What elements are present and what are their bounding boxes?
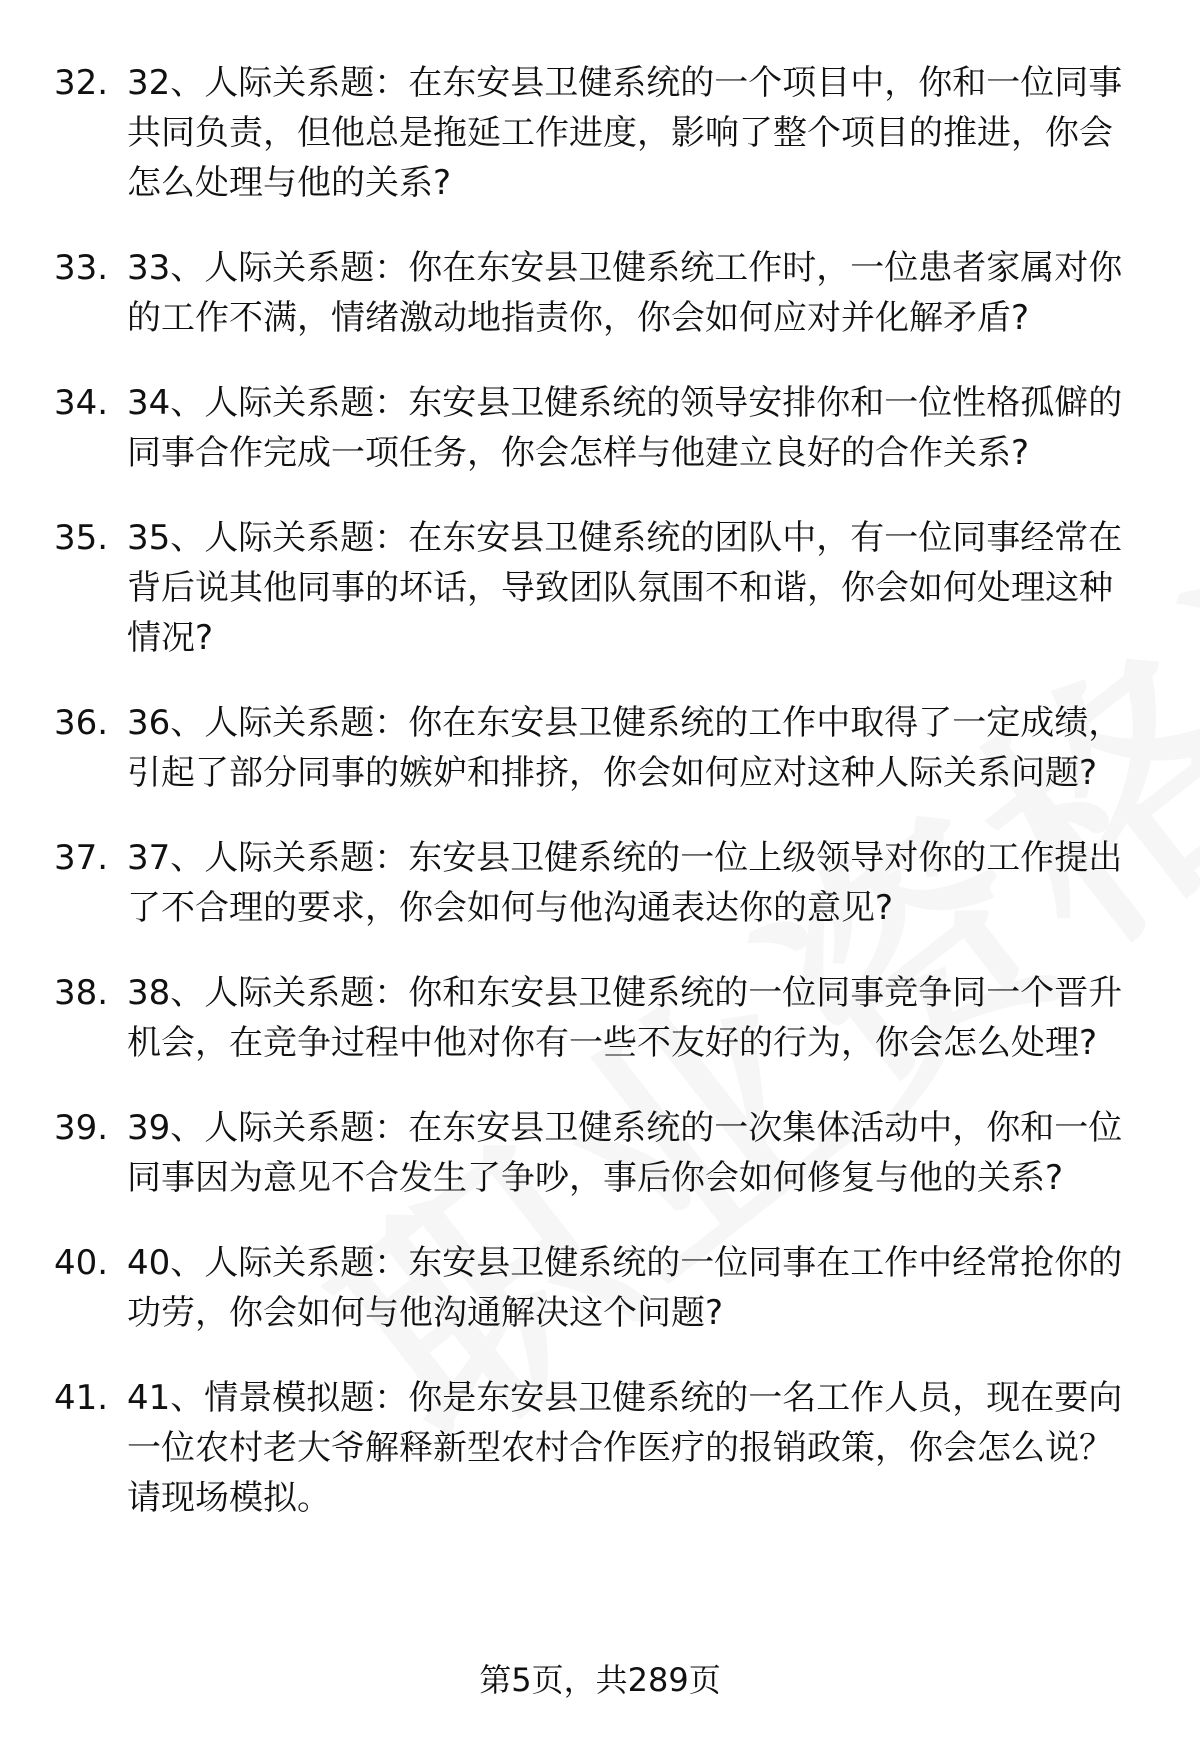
question-item-38 bbox=[0, 968, 1200, 1068]
question-number: 41. bbox=[54, 1378, 109, 1418]
question-item-37 bbox=[0, 833, 1200, 933]
question-text: 34、人际关系题：东安县卫健系统的领导安排你和一位性格孤僻的同事合作完成一项任务，你会怎样与他建立良好的合作关系? bbox=[127, 383, 1123, 473]
question-number: 35. bbox=[54, 518, 109, 558]
question-number: 40. bbox=[54, 1243, 109, 1283]
question-item-41 bbox=[0, 1373, 1200, 1523]
question-text: 38、人际关系题：你和东安县卫健系统的一位同事竞争同一个晋升机会，在竞争过程中他对你有一些不友好的行为，你会怎么处理? bbox=[127, 973, 1123, 1063]
question-item-32 bbox=[0, 58, 1200, 208]
question-text: 39、人际关系题：在东安县卫健系统的一次集体活动中，你和一位同事因为意见不合发生了争吵，事后你会如何修复与他的关系? bbox=[127, 1108, 1123, 1198]
question-number: 36. bbox=[54, 703, 109, 743]
question-text: 35、人际关系题：在东安县卫健系统的团队中，有一位同事经常在背后说其他同事的坏话，导致团队氛围不和谐，你会如何处理这种情况? bbox=[127, 518, 1123, 658]
question-item-39 bbox=[0, 1103, 1200, 1203]
question-text: 41、情景模拟题：你是东安县卫健系统的一名工作人员，现在要向一位农村老大爷解释新型农村合作医疗的报销政策，你会怎么说？请现场模拟。 bbox=[127, 1378, 1123, 1518]
question-text: 36、人际关系题：你在东安县卫健系统的工作中取得了一定成绩，引起了部分同事的嫉妒和排挤，你会如何应对这种人际关系问题? bbox=[127, 703, 1123, 793]
question-number: 38. bbox=[54, 973, 109, 1013]
question-item-34 bbox=[0, 378, 1200, 478]
question-item-35 bbox=[0, 513, 1200, 663]
question-number: 34. bbox=[54, 383, 109, 423]
question-text: 40、人际关系题：东安县卫健系统的一位同事在工作中经常抢你的功劳，你会如何与他沟通解决这个问题? bbox=[127, 1243, 1123, 1333]
question-item-36 bbox=[0, 698, 1200, 798]
question-item-40 bbox=[0, 1238, 1200, 1338]
question-text: 33、人际关系题：你在东安县卫健系统工作时，一位患者家属对你的工作不满，情绪激动地指责你，你会如何应对并化解矛盾? bbox=[127, 248, 1123, 338]
question-text: 32、人际关系题：在东安县卫健系统的一个项目中，你和一位同事共同负责，但他总是拖延工作进度，影响了整个项目的推进，你会怎么处理与他的关系? bbox=[127, 63, 1123, 203]
question-number: 39. bbox=[54, 1108, 109, 1148]
question-number: 37. bbox=[54, 838, 109, 878]
page-footer: 第5页，共289页 bbox=[479, 1661, 721, 1699]
question-number: 33. bbox=[54, 248, 109, 288]
question-item-33 bbox=[0, 243, 1200, 343]
question-text: 37、人际关系题：东安县卫健系统的一位上级领导对你的工作提出了不合理的要求，你会如何与他沟通表达你的意见? bbox=[127, 838, 1123, 928]
question-list bbox=[0, 58, 1200, 1558]
question-number: 32. bbox=[54, 63, 109, 103]
